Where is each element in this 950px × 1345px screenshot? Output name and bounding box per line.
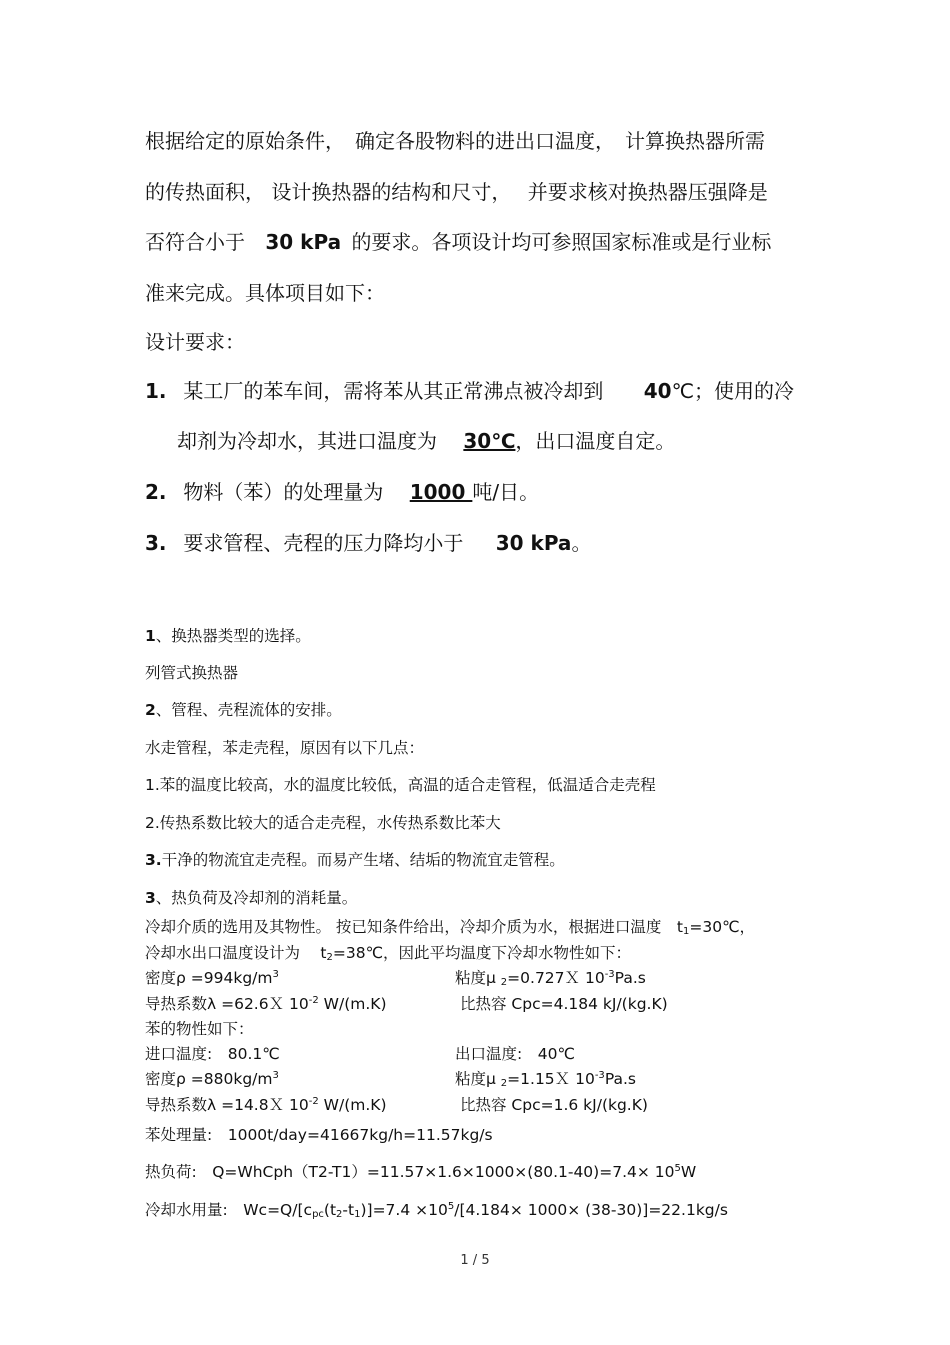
- requirement-text: 物料（苯）的处理量为: [183, 480, 384, 504]
- requirement-text-post: ℃；使用的冷: [671, 379, 795, 403]
- section-2-body: 水走管程，苯走壳程，原因有以下几点：: [145, 739, 425, 757]
- requirement-value: 1000: [409, 480, 473, 504]
- benzene-conductivity: 导热系数λ =14.8Ｘ $10^{-2}$ W/(m.K): [145, 1096, 387, 1114]
- requirement-value: 30 kPa: [495, 531, 572, 555]
- section-2-point-1: 1.苯的温度比较高，水的温度比较低，高温的适合走管程，低温适合走壳程: [145, 776, 656, 794]
- intro-line-3-post: 的要求。各项设计均可参照国家标准或是行业标: [351, 230, 772, 254]
- intro-line-4: 准来完成。具体项目如下：: [145, 281, 385, 305]
- intro-line-1: 根据给定的原始条件， 确定各股物料的进出口温度， 计算换热器所需: [145, 129, 765, 153]
- requirement-item-2: [145, 479, 539, 505]
- requirement-text-post: ，出口温度自定。: [515, 429, 676, 453]
- requirements-heading: 设计要求：: [145, 330, 245, 354]
- intro-line-2: 的传热面积， 设计换热器的结构和尺寸， 并要求核对换热器压强降是: [145, 180, 768, 204]
- requirement-number: 3.: [145, 531, 167, 555]
- section-1-body: 列管式换热器: [145, 664, 239, 682]
- benzene-throughput: 苯处理量: 1000t/day=41667kg/h=11.57kg/s: [145, 1126, 493, 1144]
- section-2-point-3: 3.干净的物流宜走壳程。而易产生堵、结垢的物流宜走管程。: [145, 851, 565, 869]
- requirement-number: 2.: [145, 480, 167, 504]
- section-3-heading: 3、热负荷及冷却剂的消耗量。: [145, 889, 358, 907]
- coolant-conductivity: 导热系数λ =62.6Ｘ $10^{-2}$ W/(m.K): [145, 995, 387, 1013]
- coolant-viscosity: 粘度μ $_2$=0.727Ｘ $10^{-3}Pa.s$: [455, 969, 646, 988]
- coolant-usage-formula: 冷却水用量: $Wc=Q/[c_{pc}(t_2-t_1)]=7.4 \times 10^5/[4.184\times 1000\times (38-30)]=22.1kg/s$: [145, 1201, 728, 1220]
- benzene-inlet-temp: 进口温度: 80.1℃: [145, 1045, 280, 1063]
- requirement-number: 1.: [145, 379, 167, 403]
- requirement-text: 要求管程、壳程的压力降均小于: [183, 531, 464, 555]
- requirement-text: 却剂为冷却水，其进口温度为: [177, 429, 437, 453]
- coolant-line-2: 冷却水出口温度设计为 $t_2=38℃$，因此平均温度下冷却水物性如下：: [145, 944, 632, 963]
- requirement-text-post: 。: [571, 531, 592, 555]
- benzene-heat-capacity: 比热容 Cpc=1.6 kJ/(kg.K): [460, 1096, 648, 1114]
- requirement-text: 某工厂的苯车间，需将苯从其正常沸点被冷却到: [183, 379, 604, 403]
- benzene-outlet-temp: 出口温度: 40℃: [455, 1045, 575, 1063]
- page-number: 1 / 5: [460, 1253, 490, 1268]
- requirement-text-post: 吨/日。: [472, 480, 540, 504]
- requirement-item-3: [145, 530, 591, 556]
- section-2-point-2: 2.传热系数比较大的适合走壳程，水传热系数比苯大: [145, 814, 501, 832]
- section-2-heading: 2、管程、壳程流体的安排。: [145, 701, 342, 719]
- section-1-heading: 1、换热器类型的选择。: [145, 627, 311, 645]
- coolant-heat-capacity: 比热容 Cpc=4.184 kJ/(kg.K): [460, 995, 668, 1013]
- benzene-viscosity: 粘度μ $_2$=1.15Ｘ $10^{-3}Pa.s$: [455, 1070, 636, 1089]
- benzene-density: 密度$\rho =880kg/m^3$: [145, 1070, 279, 1088]
- heat-load-formula: 热负荷: Q=WhCph（T2-T1）=11.57×1.6×1000×(80.1-40)=7.4× $10^5W$: [145, 1163, 697, 1181]
- coolant-density: 密度$\rho =994kg/m^3$: [145, 969, 279, 987]
- coolant-line-1: 冷却介质的选用及其物性。 按已知条件给出，冷却介质为水，根据进口温度 $t_1=30℃$，: [145, 918, 756, 937]
- pressure-limit-value: 30 kPa: [265, 230, 342, 254]
- intro-line-3: [145, 229, 771, 255]
- requirement-item-1: [145, 378, 794, 404]
- benzene-heading: 苯的物性如下：: [145, 1020, 254, 1038]
- inlet-temp-value: 30℃: [463, 429, 516, 453]
- requirement-value: 40: [643, 379, 672, 403]
- intro-line-3-pre: 否符合小于: [145, 230, 245, 254]
- requirement-item-1-continued: [177, 428, 675, 454]
